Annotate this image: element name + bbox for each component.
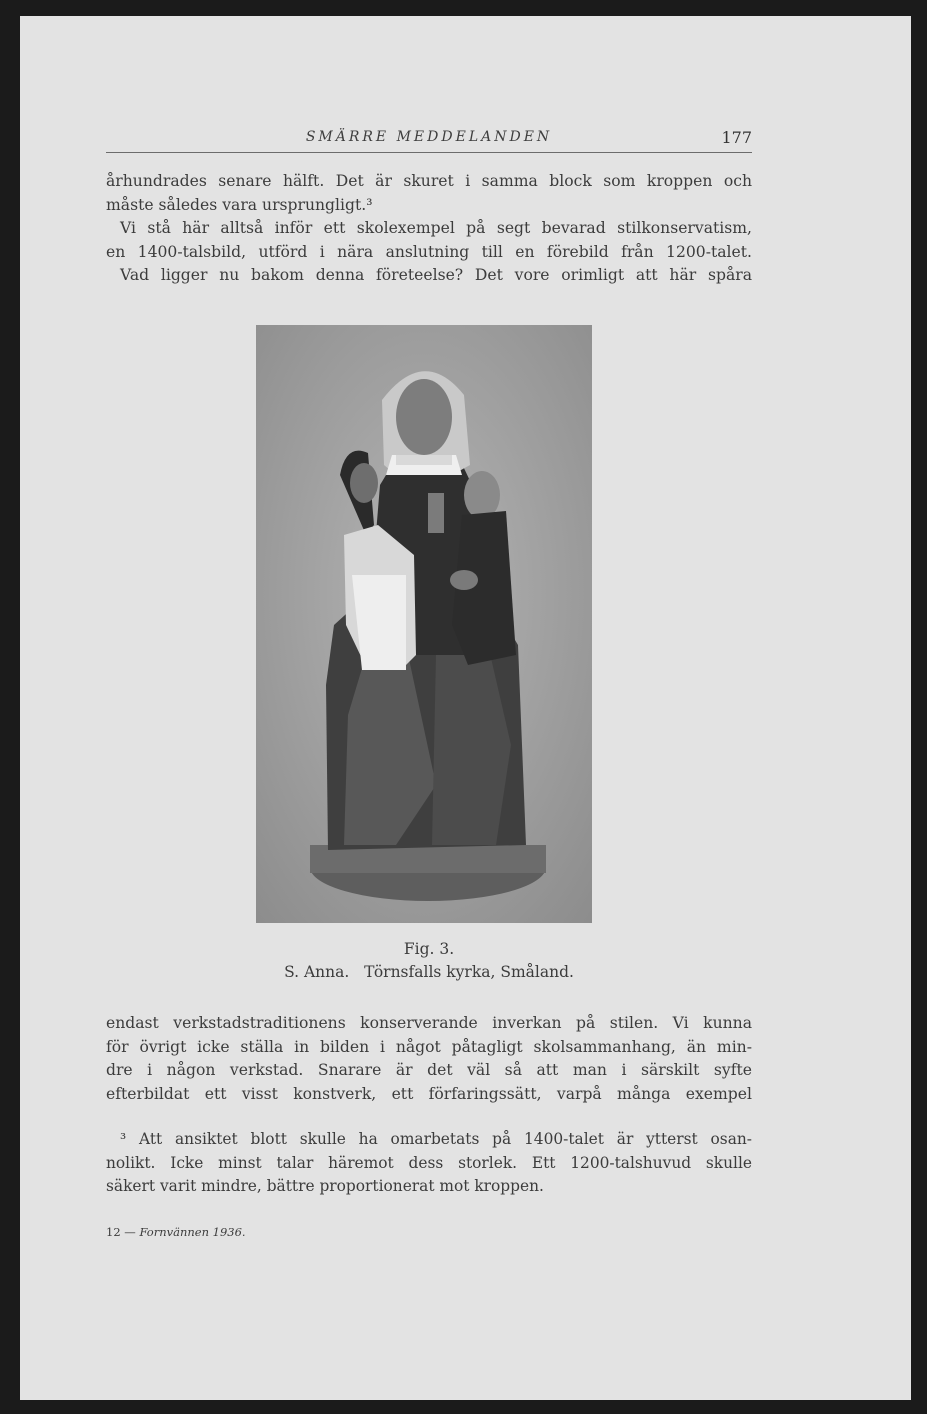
footer-dash: —: [124, 1225, 136, 1239]
text-line: måste således vara ursprungligt.³: [106, 195, 373, 214]
running-head: [106, 128, 752, 153]
text-line: en 1400-talsbild, utförd i nära anslutning till en förebild från 1200-talet.: [106, 242, 752, 261]
signature-number: 12: [106, 1225, 121, 1239]
running-title: SMÄRRE MEDDELANDEN: [305, 129, 553, 145]
text-line: efterbildat ett visst konstverk, ett förfaringssätt, varpå många exempel: [106, 1084, 752, 1103]
footnote: [106, 1128, 752, 1199]
footnote-line: ³ Att ansiktet blott skulle ha omarbetats på 1400-talet är ytterst osan-: [120, 1130, 752, 1148]
figure-label: Fig. 3.: [403, 940, 455, 958]
text-line: endast verkstadstraditionens konserverande inverkan på stilen. Vi kunna: [106, 1014, 752, 1032]
footnote-line: nolikt. Icke minst talar häremot dess storlek. Ett 1200-talshuvud skulle: [106, 1153, 752, 1172]
page-footer: [106, 1225, 246, 1239]
page-number: 177: [721, 128, 752, 147]
figure-photo-saint-anna-sculpture: [256, 325, 592, 923]
figure-caption-place: Törnsfalls kyrka, Småland.: [364, 963, 574, 981]
footnote-line: säkert varit mindre, bättre proportionerat mot kroppen.: [106, 1177, 544, 1196]
text-line: århundrades senare hälft. Det är skuret i samma block som kroppen och: [106, 172, 752, 190]
figure-caption: [106, 963, 752, 981]
journal-name: Fornvännen 1936.: [139, 1225, 246, 1239]
text-line: för övrigt icke ställa in bilden i något påtagligt skolsammanhang, än min-: [106, 1037, 752, 1056]
text-line: Vi stå här alltså inför ett skolexempel på segt bevarad stilkonservatism,: [120, 219, 752, 238]
figure-caption-name: S. Anna.: [284, 963, 350, 981]
body-text-top: [106, 170, 752, 288]
body-text-bottom: [106, 1012, 752, 1106]
text-line: dre i någon verkstad. Snarare är det väl så att man i särskilt syfte: [106, 1061, 752, 1080]
text-line: Vad ligger nu bakom denna företeelse? Det vore orimligt att här spåra: [120, 266, 752, 285]
